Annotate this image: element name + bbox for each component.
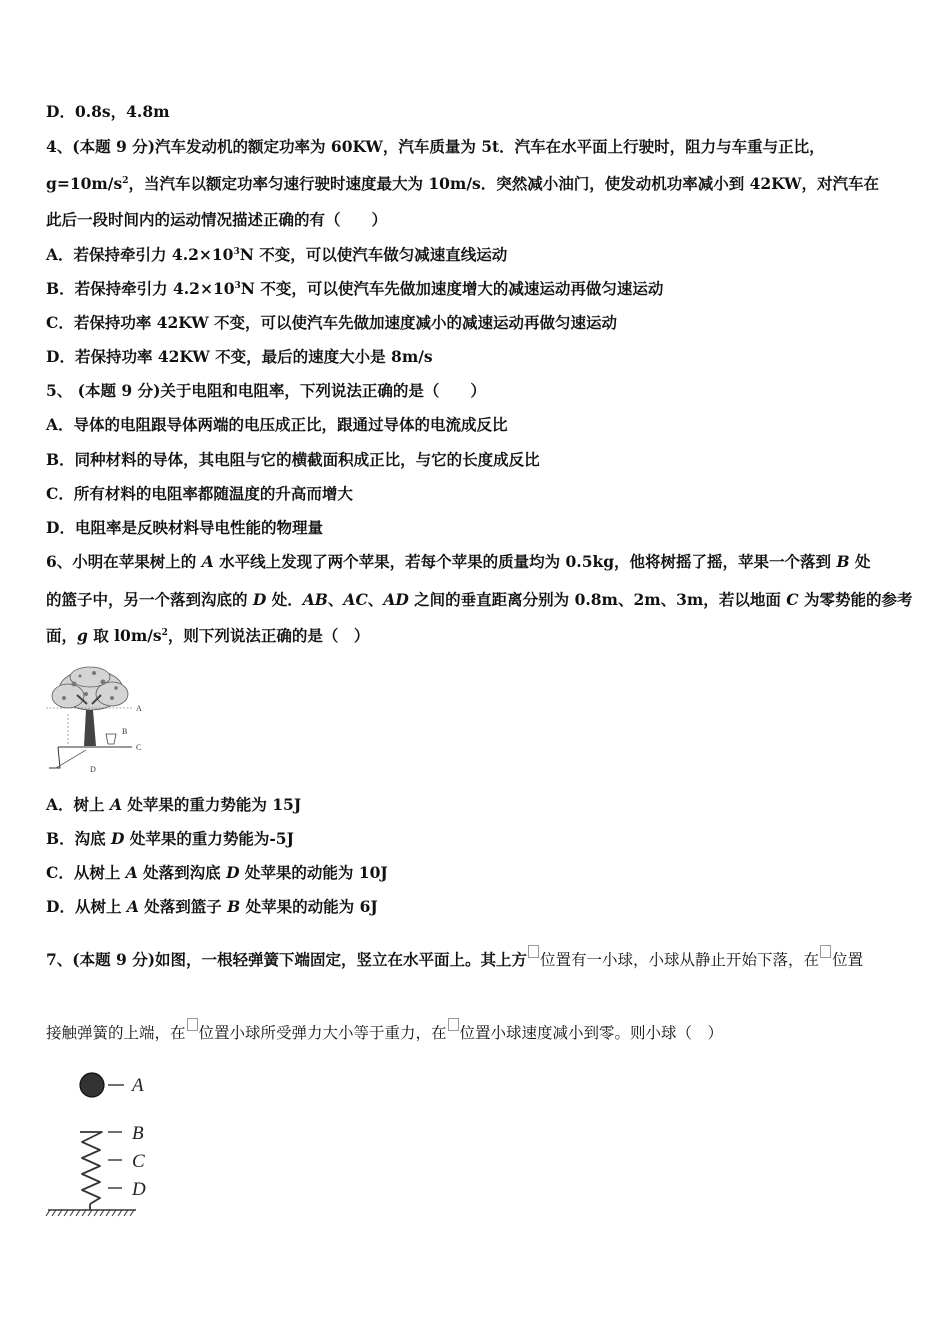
missing-glyph-box: [448, 1018, 459, 1031]
q4-option-a: A．若保持牵引力 $4.2\times 10^3N$ 不变，可以使汽车做匀减速直线运动: [46, 245, 508, 264]
q5-option-b: B．同种材料的导体，其电阻与它的横截面积成正比，与它的长度成反比: [46, 450, 540, 469]
label-d: D: [132, 1179, 146, 1200]
label-b: B: [122, 727, 128, 736]
q6-stem-line3: 面，g 取 $l0m/s^2$，则下列说法正确的是（ ）: [46, 626, 370, 645]
q5-stem: 5、 (本题 9 分)关于电阻和电阻率，下列说法正确的是（ ）: [46, 381, 486, 400]
label-d: D: [90, 765, 96, 774]
q3-option-d: D．0.8s，4.8m: [46, 102, 170, 121]
q6-option-a: A．树上 A 处苹果的重力势能为 15J: [46, 795, 302, 814]
q4-option-d: D．若保持功率 42KW 不变，最后的速度大小是 8m/s: [46, 347, 433, 366]
q6-option-b: B．沟底 D 处苹果的重力势能为-5J: [46, 829, 294, 848]
q6-stem-line1: 6、小明在苹果树上的 A 水平线上发现了两个苹果，若每个苹果的质量均为 0.5kg，他将树摇了摇，苹果一个落到 B 处: [46, 552, 871, 571]
missing-glyph-box: [528, 945, 539, 958]
label-a: A: [136, 704, 142, 713]
q6-option-c: C．从树上 A 处落到沟底 D 处苹果的动能为 10J: [46, 863, 388, 882]
q4-stem-line3: 此后一段时间内的运动情况描述正确的有（ ）: [46, 210, 388, 229]
missing-glyph-box: [820, 945, 831, 958]
q4-option-b: B．若保持牵引力 $4.2\times 10^3N$ 不变，可以使汽车先做加速度增大的减速运动再做匀速运动: [46, 279, 664, 298]
label-c: C: [136, 743, 142, 752]
q4-option-c: C．若保持功率 42KW 不变，可以使汽车先做加速度减小的减速运动再做匀速运动: [46, 313, 618, 332]
q5-option-a: A．导体的电阻跟导体两端的电压成正比，跟通过导体的电流成反比: [46, 415, 508, 434]
label-a: A: [132, 1075, 144, 1096]
q7-stem-line1: 7、(本题 9 分)如图，一根轻弹簧下端固定，竖立在水平面上。其上方 位置有一小球，小球从静止开始下落，在 位置: [46, 945, 863, 970]
q7-stem-line2: 接触弹簧的上端，在 位置小球所受弹力大小等于重力，在 位置小球速度减小到零。则小球（ ）: [46, 1018, 723, 1043]
q6-stem-line2: 的篮子中，另一个落到沟底的 D 处．AB、AC、AD 之间的垂直距离分别为 0.8m、2m、3m，若以地面 C 为零势能的参考: [46, 590, 913, 609]
q5-option-c: C．所有材料的电阻率都随温度的升高而增大: [46, 484, 353, 503]
q4-stem-line2: $g=10m/s^2$，当汽车以额定功率匀速行驶时速度最大为 10m/s．突然减小油门，使发动机功率减小到 42KW，对汽车在: [46, 174, 880, 193]
ball: [80, 1073, 104, 1097]
spring-ball-figure: [44, 1064, 164, 1224]
q5-option-d: D．电阻率是反映材料导电性能的物理量: [46, 518, 323, 537]
label-c: C: [132, 1151, 145, 1172]
apple-tree-figure: [46, 664, 158, 776]
spring: [80, 1132, 102, 1204]
label-b: B: [132, 1123, 144, 1144]
q4-stem-line1: 4、(本题 9 分)汽车发动机的额定功率为 60KW，汽车质量为 5t．汽车在水平面上行驶时，阻力与车重与正比，: [46, 137, 825, 156]
q6-option-d: D．从树上 A 处落到篮子 B 处苹果的动能为 6J: [46, 897, 378, 916]
missing-glyph-box: [187, 1018, 198, 1031]
